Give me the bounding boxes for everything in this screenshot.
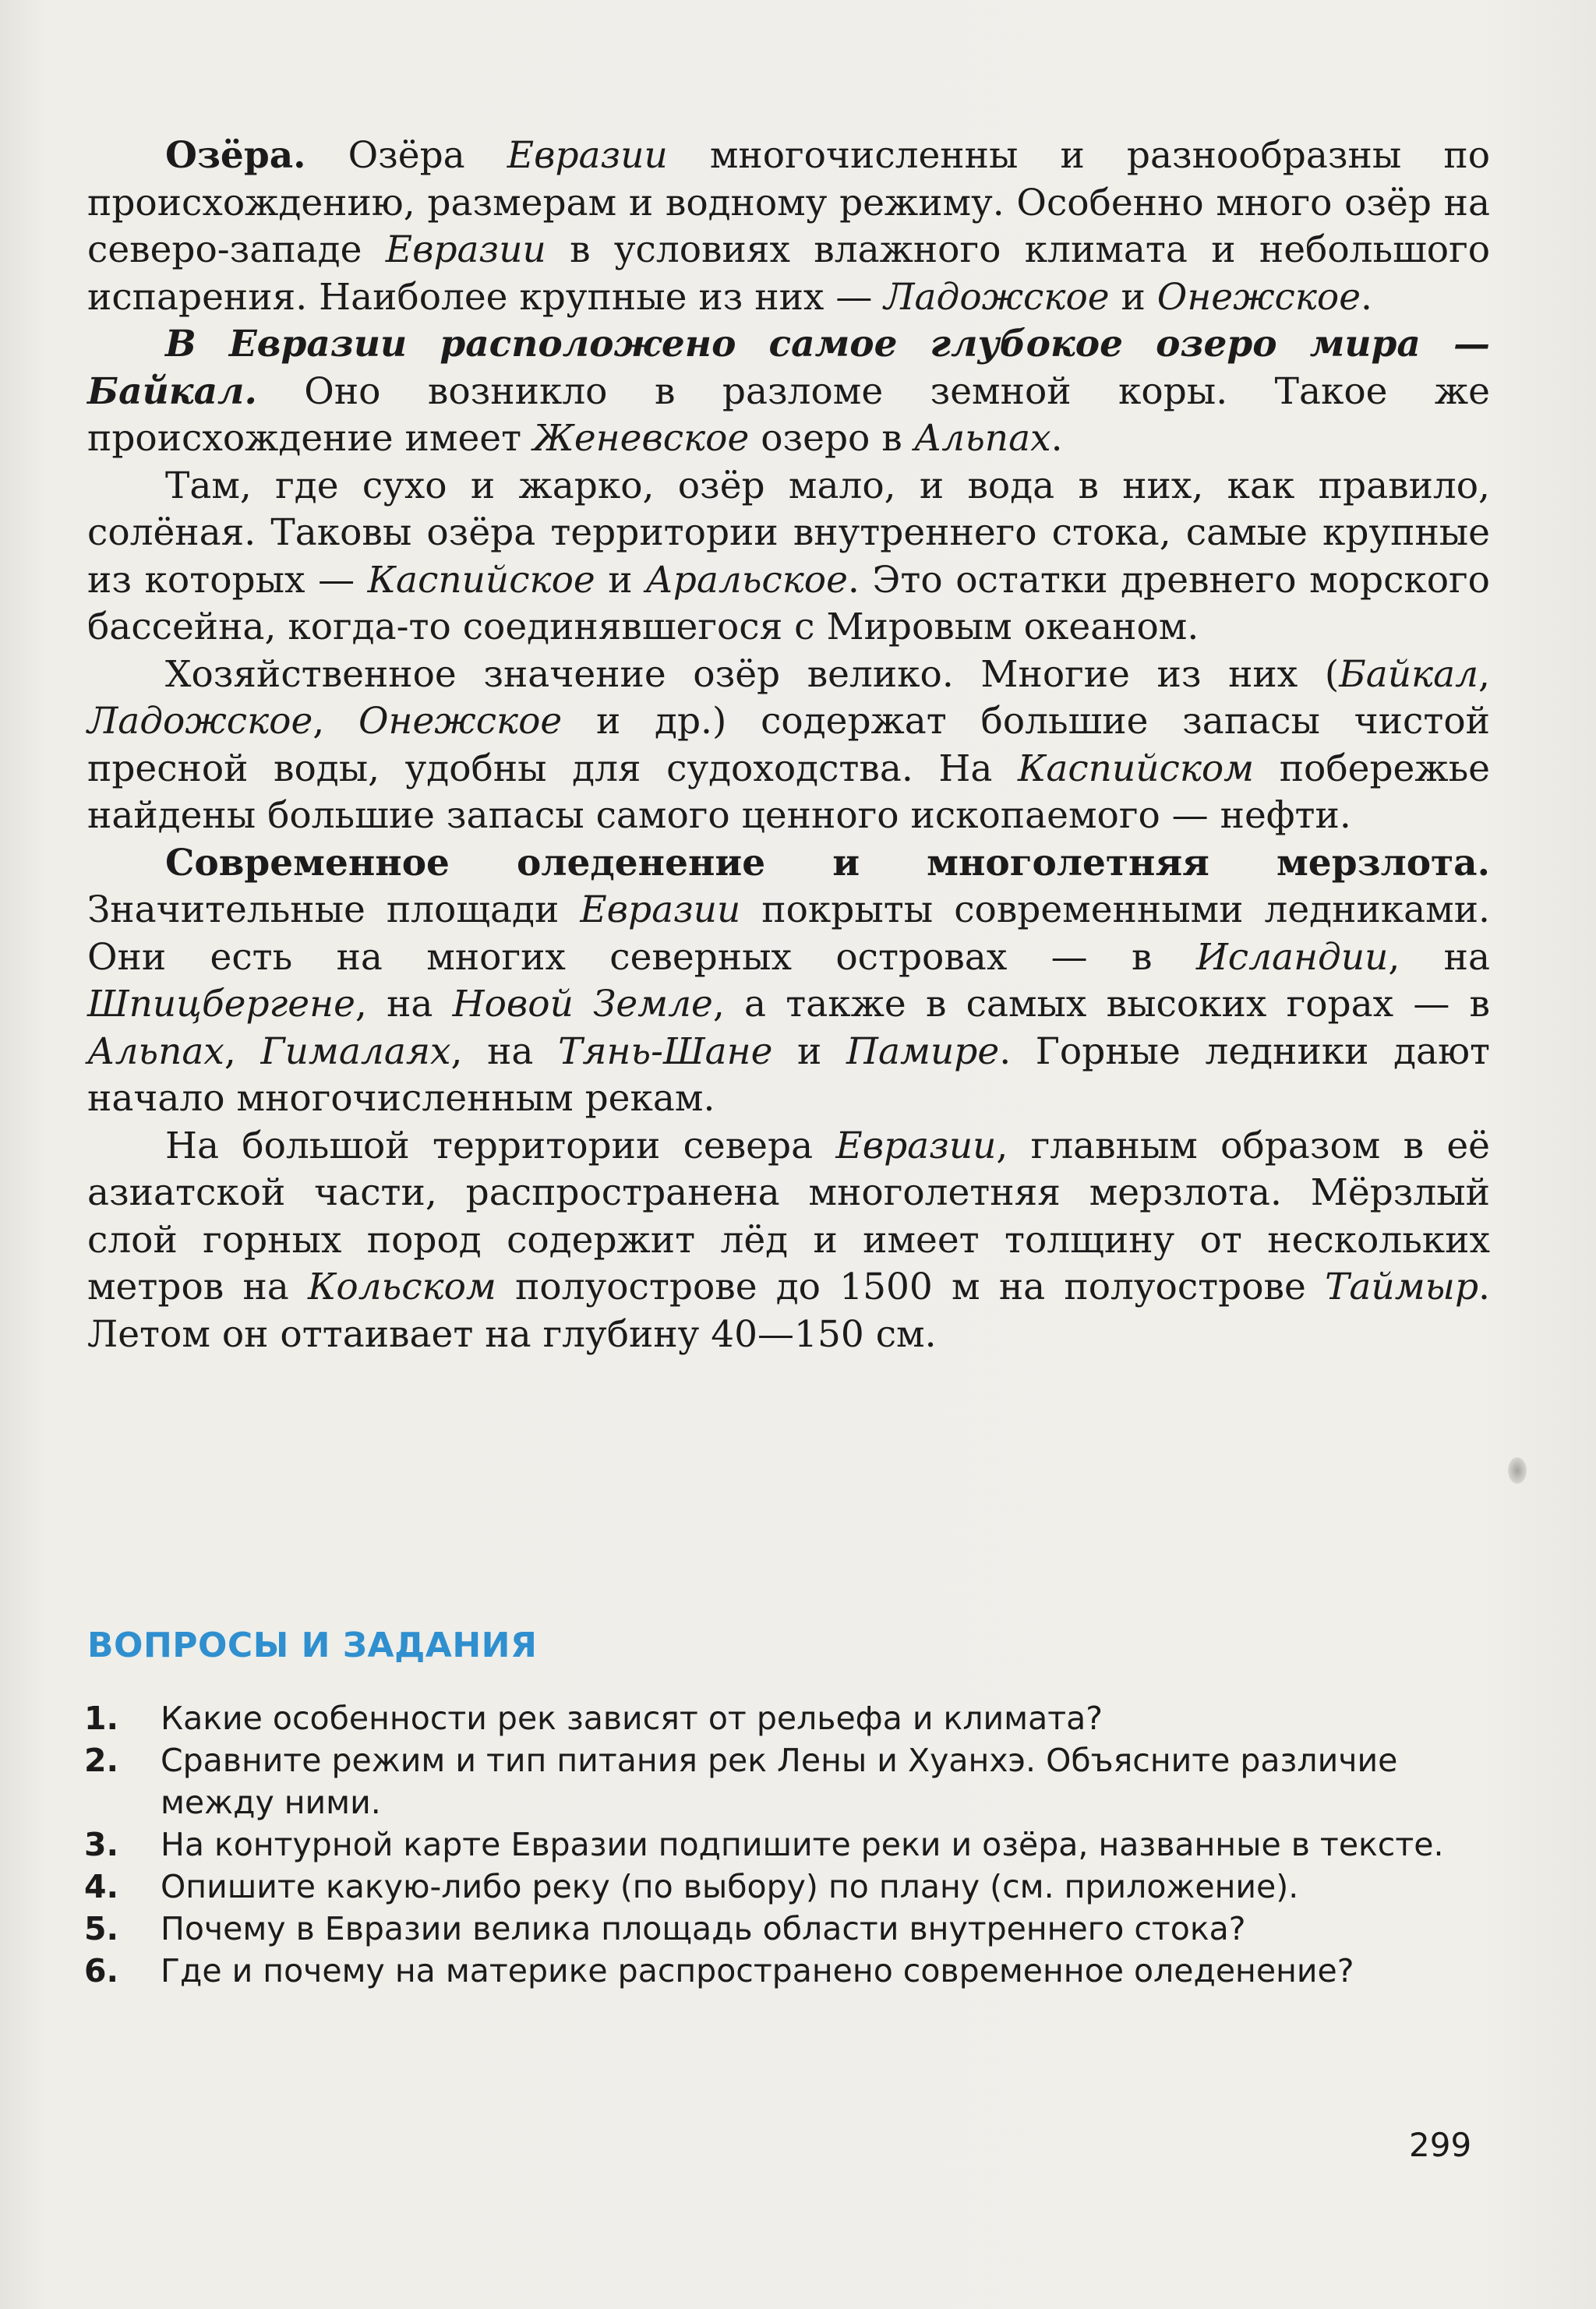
text-run: . Это остатки древнего морского бассейна, когда-то соединявшегося с Мировым океаном. — [87, 558, 1490, 648]
emphasis-text: Памире — [846, 1029, 1000, 1073]
text-run: , на — [1388, 935, 1490, 979]
question-text: Какие особенности рек зависят от рельефа и климата? — [161, 1700, 1103, 1737]
emphasis-text: Ладожское — [884, 275, 1110, 319]
text-run: и др.) содержат большие запасы чистой пресной воды, удобны для судоходства. На — [87, 700, 1491, 790]
emphasis-text: В Евразии расположено самое глубокое озеро мира — Байкал. — [87, 323, 1490, 413]
text-run: многочисленны и разнообразны по происхождению, размерам и водному режиму. Особенно много озёр на северо-западе — [87, 134, 1490, 271]
question-item — [84, 1866, 1487, 1908]
question-text: Где и почему на материке распространено современное оледенение? — [161, 1952, 1354, 1989]
text-run: Там, где сухо и жарко, озёр мало, и вода в них, как правило, солёная. Таковы озёра территории внутреннего стока, самые крупные из которых — — [87, 464, 1490, 602]
text-run: покрыты современными ледниками. Они есть на многих северных островах — в — [87, 888, 1490, 979]
question-number: 5. — [84, 1910, 119, 1947]
paragraph-lakes — [87, 132, 1490, 321]
text-run: . — [1050, 417, 1063, 460]
text-run: Значительные площади — [87, 888, 581, 931]
questions-heading: ВОПРОСЫ И ЗАДАНИЯ — [87, 1626, 538, 1665]
emphasis-text: Кольском — [308, 1266, 496, 1308]
emphasis-text: Каспийское — [367, 558, 595, 602]
text-run: побережье найдены большие запасы самого ценного ископаемого — нефти. — [87, 747, 1490, 837]
question-number: 6. — [84, 1952, 119, 1989]
questions-list — [84, 1697, 1487, 1992]
text-run: На большой территории севера — [165, 1124, 836, 1167]
emphasis-text: Женевское — [533, 417, 750, 460]
question-text: Почему в Евразии велика площадь области внутреннего стока? — [161, 1910, 1246, 1947]
paper-stain — [1508, 1457, 1527, 1484]
emphasis-text: Каспийском — [1017, 747, 1255, 790]
question-number: 1. — [84, 1700, 119, 1737]
text-run: , — [1478, 652, 1490, 696]
paragraph-baikal — [87, 321, 1490, 463]
text-run: и — [772, 1029, 847, 1073]
paragraph-salty — [87, 463, 1490, 651]
paragraph-economy — [87, 651, 1490, 840]
question-item — [84, 1697, 1487, 1739]
question-number: 2. — [84, 1742, 119, 1779]
text-run: Хозяйственное значение озёр велико. Многие из них ( — [165, 652, 1340, 696]
emphasis-text: Аральское — [645, 558, 848, 602]
text-run: . Горные ледники дают начало многочисленным рекам. — [87, 1029, 1490, 1120]
emphasis-text: Современное оледенение и многолетняя мерзлота. — [165, 841, 1490, 884]
text-run: , главным образом в её азиатской части, распространена многолетняя мерзлота. Мёрзлый слой горных пород содержит лёд и имеет толщину от нескольких метров на — [87, 1124, 1490, 1308]
text-run: , — [224, 1029, 261, 1073]
question-item — [84, 1908, 1487, 1950]
emphasis-text: Онежское — [358, 700, 563, 743]
question-text: На контурной карте Евразии подпишите реки и озёра, названные в тексте. — [161, 1826, 1444, 1863]
emphasis-text: Таймыр — [1325, 1266, 1479, 1308]
emphasis-text: Озёра. — [165, 134, 306, 177]
body-text — [87, 132, 1490, 1358]
question-item — [84, 1950, 1487, 1992]
text-run: . Летом он оттаивает на глубину 40—150 см. — [87, 1266, 1490, 1356]
text-run: в условиях влажного климата и небольшого испарения. Наиболее крупные из них — — [87, 228, 1490, 319]
text-run: Оно возникло в разломе земной коры. Такое же происхождение имеет — [87, 369, 1490, 460]
emphasis-text: Евразии — [580, 888, 741, 931]
text-run: , на — [450, 1029, 559, 1073]
emphasis-text: Евразии — [835, 1124, 997, 1167]
paragraph-glaciation — [87, 840, 1490, 1123]
emphasis-text: Тянь-Шане — [558, 1029, 773, 1073]
emphasis-text: Новой Земле — [452, 983, 713, 1026]
text-run: полуострове до 1500 м на полуострове — [496, 1266, 1326, 1308]
text-run: , на — [355, 983, 453, 1026]
text-run: и — [595, 558, 646, 602]
emphasis-text: Евразии — [507, 134, 668, 177]
text-run: , — [312, 700, 358, 743]
emphasis-text: Евразии — [385, 228, 546, 271]
emphasis-text: Ладожское — [87, 700, 313, 743]
emphasis-text: Альпах — [87, 1029, 224, 1073]
paragraph-permafrost — [87, 1123, 1490, 1359]
text-run: . — [1361, 275, 1372, 319]
question-text: Сравните режим и тип питания рек Лены и Хуанхэ. Объясните различие между ними. — [161, 1742, 1398, 1821]
question-item — [84, 1739, 1487, 1824]
question-number: 3. — [84, 1826, 119, 1863]
text-run: , а также в самых высоких горах — в — [712, 983, 1490, 1026]
emphasis-text: Альпах — [913, 417, 1051, 460]
emphasis-text: Онежское — [1156, 275, 1361, 319]
text-run: озеро в — [749, 417, 914, 460]
emphasis-text: Шпицбергене — [87, 983, 355, 1026]
emphasis-text: Байкал — [1339, 652, 1479, 696]
text-run: и — [1109, 275, 1157, 319]
emphasis-text: Исландии — [1195, 935, 1389, 979]
page-number: 299 — [1409, 2126, 1472, 2164]
emphasis-text: Гималаях — [260, 1029, 451, 1073]
question-text: Опишите какую-либо реку (по выбору) по плану (см. приложение). — [161, 1868, 1299, 1905]
question-number: 4. — [84, 1868, 119, 1905]
question-item — [84, 1824, 1487, 1866]
text-run: Озёра — [305, 134, 507, 177]
